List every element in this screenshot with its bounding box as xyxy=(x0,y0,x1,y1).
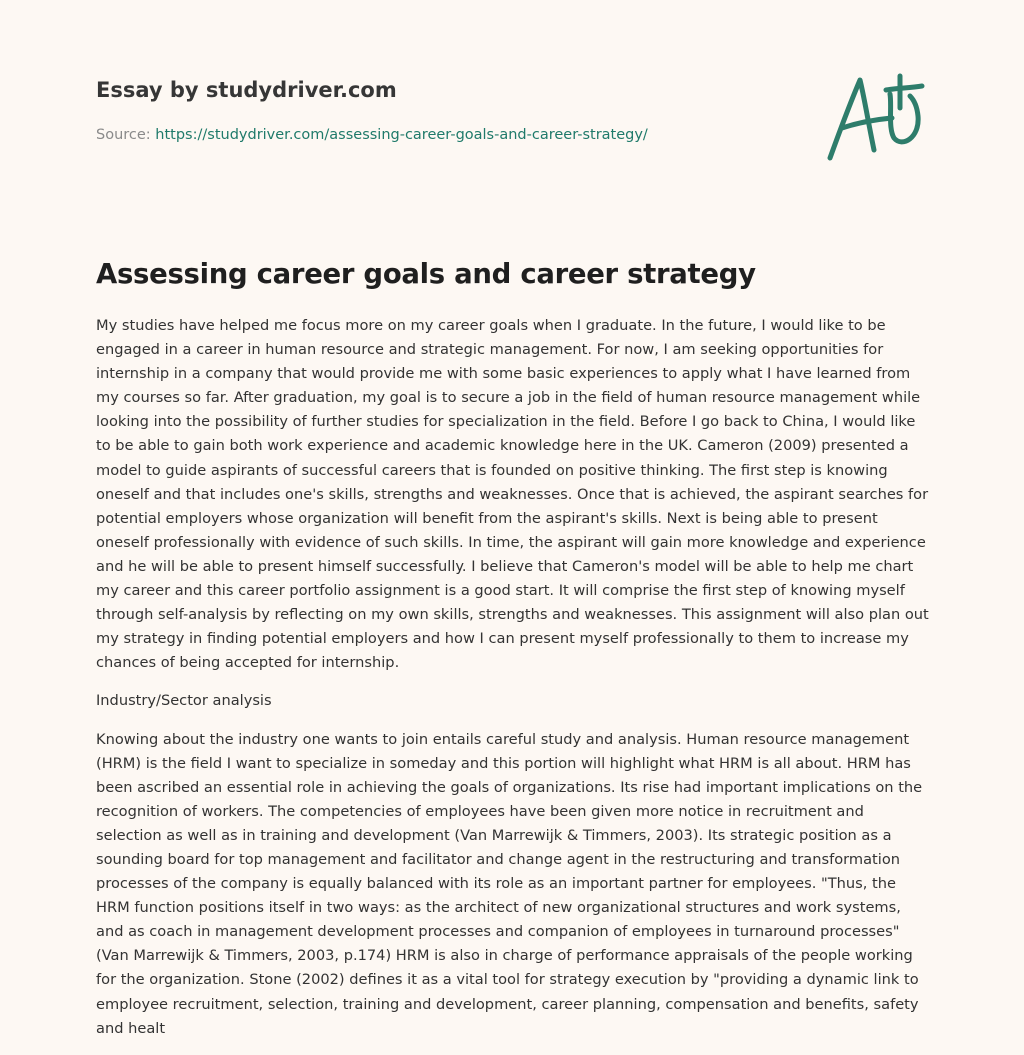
source-link[interactable]: https://studydriver.com/assessing-career-goals-and-career-strategy/ xyxy=(155,127,648,143)
page-title: Assessing career goals and career strategy xyxy=(96,258,756,290)
source-line xyxy=(96,125,796,145)
paragraph-intro: My studies have helped me focus more on my career goals when I graduate. In the future, I would like to be engaged in a career in human resource and strategic management. For now, I am seeking opportunities for internship in a company that would provide me with some basic experiences to apply what I have learned from my courses so far. After graduation, my goal is to secure a job in the field of human resource management while looking into the possibility of further studies for specialization in the field. Before I go back to China, I would like to be able to gain both work experience and academic knowledge here in the UK. Cameron (2009) presented a model to guide aspirants of successful careers that is founded on positive thinking. The first step is knowing oneself and that includes one's skills, strengths and weaknesses. Once that is achieved, the aspirant searches for potential employers whose organization will benefit from the aspirant's skills. Next is being able to present oneself professionally with evidence of such skills. In time, the aspirant will gain more knowledge and experience and he will be able to present himself successfully. I believe that Cameron's model will be able to help me chart my career and this career portfolio assignment is a good start. It will comprise the first step of knowing myself through self-analysis by reflecting on my own skills, strengths and weaknesses. This assignment will also plan out my strategy in finding potential employers and how I can present myself professionally to them to increase my chances of being accepted for internship. xyxy=(96,317,929,672)
a-plus-grade-icon xyxy=(820,66,930,166)
paragraph-industry-analysis: Knowing about the industry one wants to join entails careful study and analysis. Human resource management (HRM) is the field I want to specialize in someday and this portion will highlight what HRM is all about. HRM has been ascribed an essential role in achieving the goals of organizations. Its rise had important implications on the recognition of workers. The competencies of employees have been given more notice in recruitment and selection as well as in training and development (Van Marrewijk & Timmers, 2003). Its strategic position as a sounding board for top management and facilitator and change agent in the restructuring and transformation processes of the company is equally balanced with its role as an important partner for employees. "Thus, the HRM function positions itself in two ways: as the architect of new organizational structures and work systems, and as coach in management development processes and companion of employees in turnaround processes" (Van Marrewijk & Timmers, 2003, p.174) HRM is also in charge of performance appraisals of the people working for the organization. Stone (2002) defines it as a vital tool for strategy execution by "providing a dynamic link to employee recruitment, selection, training and development, career planning, compensation and benefits, safety and healt xyxy=(96,730,923,1037)
section-subheading: Industry/Sector analysis xyxy=(96,692,272,710)
source-label: Source: xyxy=(96,127,156,143)
site-brand: Essay by studydriver.com xyxy=(96,78,397,102)
document-header xyxy=(96,76,796,145)
essay-body xyxy=(96,314,932,1041)
